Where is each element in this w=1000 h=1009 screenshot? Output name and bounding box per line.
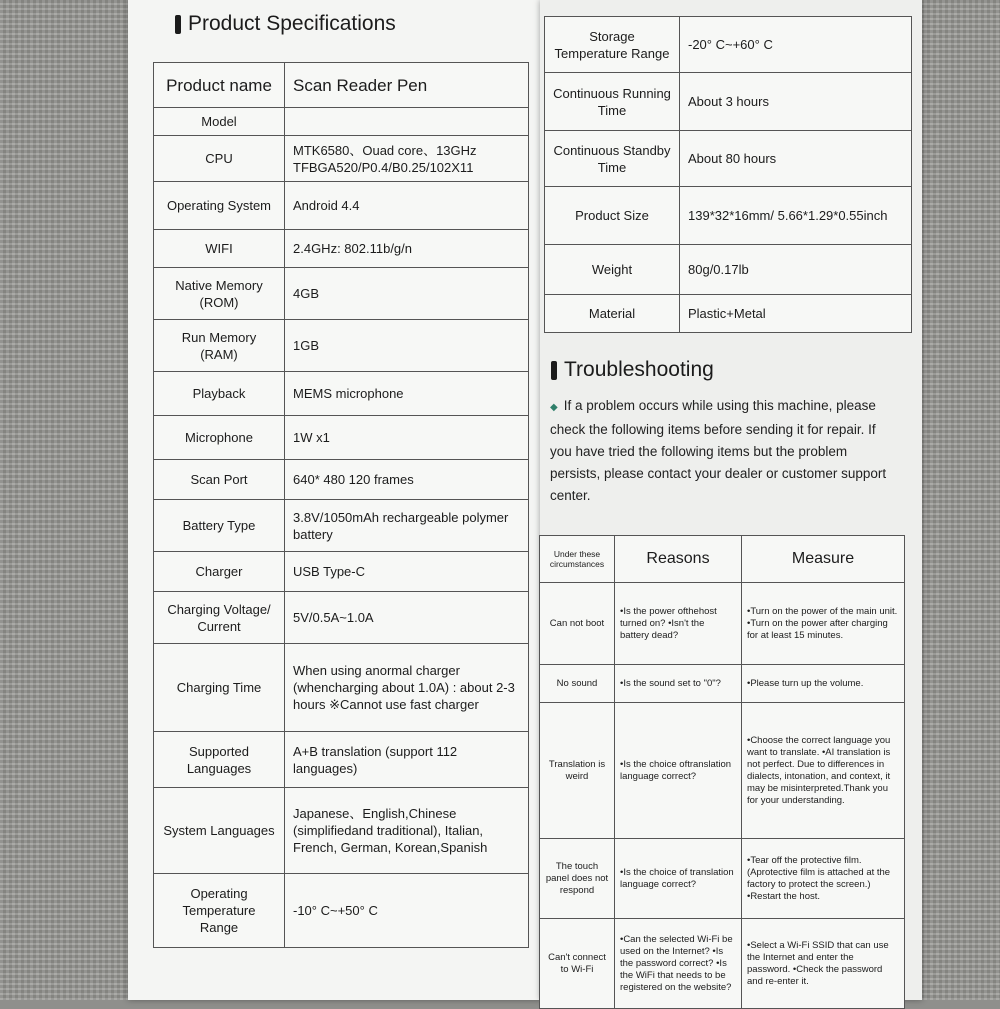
table-header-row (540, 536, 905, 583)
reasons-cell: •Can the selected Wi-Fi be used on the Internet? •Is the password correct? •Is the WiFi that needs to be registered on the website? (615, 919, 742, 1009)
spec-key: Supported Languages (154, 732, 285, 788)
table-row (154, 788, 529, 874)
spec-key: Product name (154, 63, 285, 108)
table-row (540, 839, 905, 919)
spec-value: 5V/0.5A~1.0A (285, 592, 529, 644)
spec-key: Operating System (154, 182, 285, 230)
reasons-cell: •Is the choice oftranslation language correct? (615, 703, 742, 839)
spec-value: USB Type-C (285, 552, 529, 592)
spec-value: 640* 480 120 frames (285, 460, 529, 500)
spec-value: 3.8V/1050mAh rechargeable polymer battery (285, 500, 529, 552)
table-row (154, 230, 529, 268)
troubleshooting-table (539, 535, 905, 1009)
spec-key: Microphone (154, 416, 285, 460)
spec-key: Storage Temperature Range (545, 17, 680, 73)
spec-key: Model (154, 108, 285, 136)
section-bar-icon (175, 15, 181, 34)
spec-key: Charging Voltage/ Current (154, 592, 285, 644)
spec-key: Battery Type (154, 500, 285, 552)
measure-cell: •Select a Wi-Fi SSID that can use the Internet and enter the password. •Check the password and re-enter it. (742, 919, 905, 1009)
table-row (154, 460, 529, 500)
measure-header: Measure (742, 536, 905, 583)
spec-key: Continuous Standby Time (545, 131, 680, 187)
measure-cell: •Choose the correct language you want to translate. •AI translation is not perfect. Due to differences in dialects, intonation, and context, it may be misinterpreted.Thank you for your understanding. (742, 703, 905, 839)
spec-key: Native Memory (ROM) (154, 268, 285, 320)
circumstance-header: Under these circumstances (540, 536, 615, 583)
spec-value: 1GB (285, 320, 529, 372)
spec-key: Continuous Running Time (545, 73, 680, 131)
spec-value: MTK6580、Ouad core、13GHz TFBGA520/P0.4/B0.25/102X11 (285, 136, 529, 182)
table-row (154, 500, 529, 552)
spec-value: A+B translation (support 112 languages) (285, 732, 529, 788)
troubleshooting-title: Troubleshooting (551, 358, 714, 382)
table-row (540, 919, 905, 1009)
spec-value: -20° C~+60° C (680, 17, 912, 73)
table-header-row (154, 63, 529, 108)
spec-key: Weight (545, 245, 680, 295)
spec-key: Playback (154, 372, 285, 416)
spec-value: Android 4.4 (285, 182, 529, 230)
circumstance-cell: Translation is weird (540, 703, 615, 839)
spec-key: System Languages (154, 788, 285, 874)
spec-value: 2.4GHz: 802.11b/g/n (285, 230, 529, 268)
table-row (154, 108, 529, 136)
measure-cell: •Tear off the protective film. (Aprotective film is attached at the factory to protect the screen.) •Restart the host. (742, 839, 905, 919)
reasons-cell: •Is the power ofthehost turned on? •Isn't the battery dead? (615, 583, 742, 665)
spec-value: 1W x1 (285, 416, 529, 460)
spec-key: Run Memory (RAM) (154, 320, 285, 372)
table-row (540, 583, 905, 665)
spec-key: Charging Time (154, 644, 285, 732)
table-row (545, 17, 912, 73)
table-row (545, 245, 912, 295)
table-row (154, 874, 529, 948)
table-row (154, 372, 529, 416)
spec-value: MEMS microphone (285, 372, 529, 416)
table-row (154, 268, 529, 320)
table-row (154, 136, 529, 182)
table-row (154, 644, 529, 732)
section-bar-icon (551, 361, 557, 380)
circumstance-cell: The touch panel does not respond (540, 839, 615, 919)
table-row (154, 320, 529, 372)
spec-key: CPU (154, 136, 285, 182)
table-row (545, 187, 912, 245)
spec-value: About 3 hours (680, 73, 912, 131)
table-row (154, 732, 529, 788)
reasons-cell: •Is the sound set to "0"? (615, 665, 742, 703)
table-row (545, 295, 912, 333)
table-row (545, 131, 912, 187)
table-row (154, 592, 529, 644)
table-row (545, 73, 912, 131)
spec-key: Scan Port (154, 460, 285, 500)
circumstance-cell: No sound (540, 665, 615, 703)
table-row (154, 182, 529, 230)
troubleshooting-intro: ◆ If a problem occurs while using this machine, please check the following items before sending it for repair. If you have tried the following items but the problem persists, please contact your dealer or customer support center. (550, 398, 887, 503)
spec-value: 139*32*16mm/ 5.66*1.29*0.55inch (680, 187, 912, 245)
spec-value (285, 108, 529, 136)
product-specifications-table (153, 62, 529, 948)
spec-value: 80g/0.17lb (680, 245, 912, 295)
measure-cell: •Turn on the power of the main unit. •Turn on the power after charging for at least 15 minutes. (742, 583, 905, 665)
circumstance-cell: Can't connect to Wi-Fi (540, 919, 615, 1009)
spec-value: About 80 hours (680, 131, 912, 187)
measure-cell: •Please turn up the volume. (742, 665, 905, 703)
spec-value: When using anormal charger (whencharging about 1.0A) : about 2-3 hours ※Cannot use fast charger (285, 644, 529, 732)
spec-value: 4GB (285, 268, 529, 320)
spec-value: Japanese、English,Chinese (simplifiedand traditional), Italian, French, German, Korean,Spanish (285, 788, 529, 874)
reasons-cell: •Is the choice of translation language correct? (615, 839, 742, 919)
product-specifications-continued-table (544, 16, 912, 333)
spec-value: Plastic+Metal (680, 295, 912, 333)
table-row (540, 665, 905, 703)
spec-key: Material (545, 295, 680, 333)
spec-value: Scan Reader Pen (285, 63, 529, 108)
spec-key: Operating Temperature Range (154, 874, 285, 948)
table-row (154, 552, 529, 592)
table-row (154, 416, 529, 460)
table-row (540, 703, 905, 839)
reasons-header: Reasons (615, 536, 742, 583)
diamond-bullet-icon: ◆ (550, 402, 558, 413)
product-specifications-title: Product Specifications (175, 12, 396, 36)
spec-value: -10° C~+50° C (285, 874, 529, 948)
spec-key: WIFI (154, 230, 285, 268)
circumstance-cell: Can not boot (540, 583, 615, 665)
spec-key: Product Size (545, 187, 680, 245)
spec-key: Charger (154, 552, 285, 592)
